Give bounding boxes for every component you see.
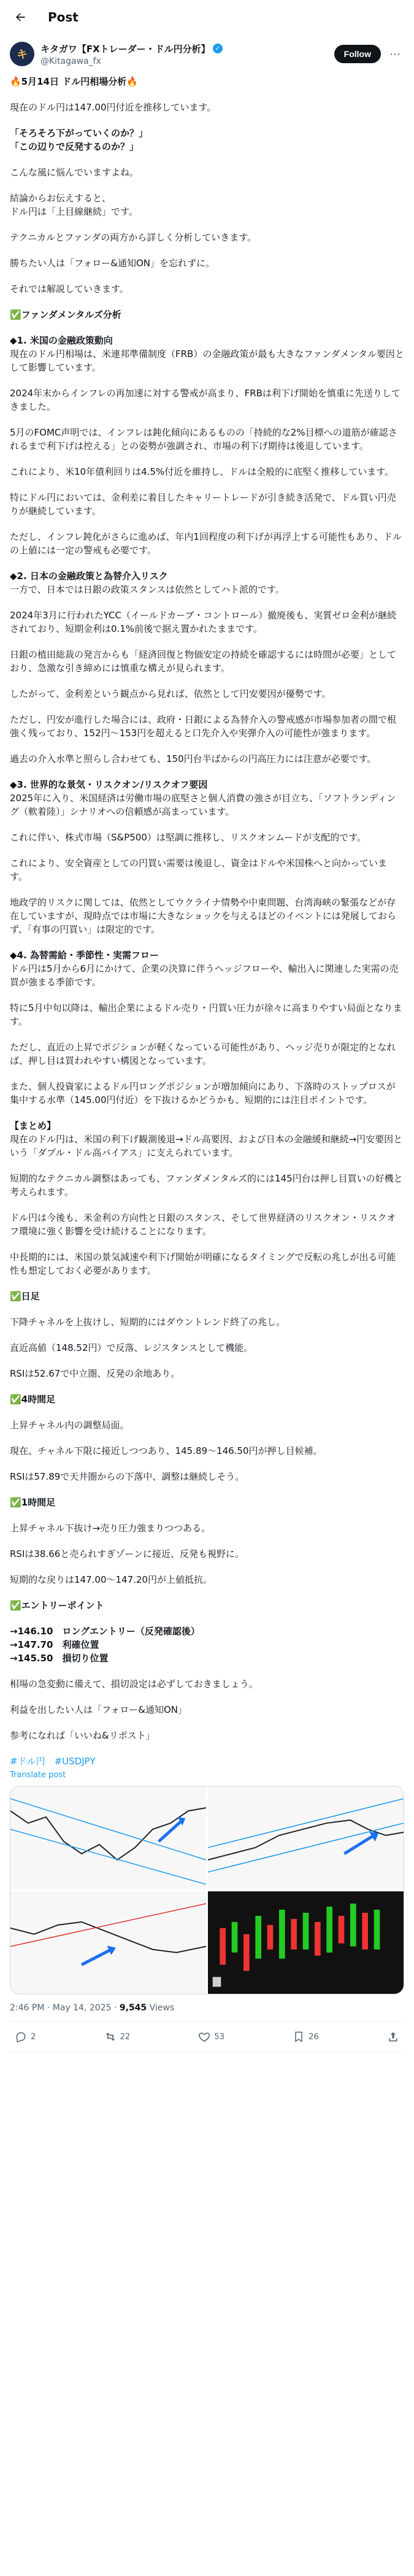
fund-2-heading: ◆2. 日本の金融政策と為替介入リスク	[10, 571, 168, 582]
fund-2-para: 一方で、日本では日銀の政策スタンスは依然としてハト派的です。	[10, 584, 285, 595]
h1-para: RSIは38.66と売られすぎゾーンに接近、反発も視野に。	[10, 1548, 245, 1559]
bookmark-button[interactable]	[293, 2031, 319, 2043]
author-meta	[40, 42, 334, 66]
fund-3-heading: ◆3. 世界的な景気・リスクオン/リスクオフ要因	[10, 779, 208, 790]
action-bar	[10, 2022, 404, 2052]
h4-chart-image[interactable]	[208, 1786, 404, 1890]
summary-para: 現在のドル円は、米国の利下げ観測後退→ドル高要因、および日本の金融緩和継続→円安要因という「ダブル・ドル高バイアス」に支えられています。	[10, 1134, 403, 1158]
para-analysis: テクニカルとファンダの両方から詳しく分析していきます。	[10, 232, 257, 243]
reply-count: 2	[31, 2032, 36, 2042]
summary-para: 中長期的には、米国の景気減速や利下げ開始が明確になるタイミングで反転の兆しが出る可能性も想定しておく必要があります。	[10, 1251, 396, 1276]
para-conclusion: 結論からお伝えすると、 ドル円は「上目線継続」です。	[10, 193, 138, 217]
repost-icon	[104, 2031, 117, 2043]
summary-para: ドル円は今後も、米金利の方向性と日銀のスタンス、そして世界経済のリスクオン・リスクオフ環境に強く影響を受け続けることになります。	[10, 1212, 396, 1237]
top-bar	[0, 0, 414, 34]
like-count: 53	[214, 2032, 224, 2042]
fund-3-para: 地政学的リスクに関しては、依然としてウクライナ情勢や中東問題、台湾海峡の緊張などが存在していますが、現時点では市場に大きなショックを与えるほどのイベントには発展しておらず、「有事の円買い」は限定的です。	[10, 897, 396, 935]
h1-chart-image[interactable]	[10, 1891, 206, 1994]
closing-para: 利益を出したい人は「フォロー&通知ON」	[10, 1704, 187, 1715]
h4-heading: ✅4時間足	[10, 1394, 56, 1405]
daily-chart-image[interactable]	[10, 1786, 206, 1890]
fund-4-heading: ◆4. 為替需給・季節性・実需フロー	[10, 950, 159, 961]
repost-button[interactable]	[104, 2031, 131, 2043]
share-icon	[387, 2031, 399, 2043]
h1-para: 上昇チャネル下抜け→売り圧力強まりつつある。	[10, 1523, 211, 1534]
reply-button[interactable]	[15, 2031, 36, 2043]
timestamp-row	[10, 1994, 404, 2022]
like-button[interactable]	[198, 2031, 224, 2043]
video-chart-image[interactable]	[208, 1891, 404, 1994]
h1-para: 短期的な戻りは147.00〜147.20円が上値抵抗。	[10, 1574, 212, 1585]
fund-3-para: これに伴い、株式市場（S&P500）は堅調に推移し、リスクオンムードが支配的です。	[10, 832, 367, 843]
verified-badge-icon: ✓	[213, 44, 223, 53]
daily-para: 直近高値（148.52円）で反落、レジスタンスとして機能。	[10, 1342, 253, 1353]
h1-heading: ✅1時間足	[10, 1497, 56, 1508]
fund-3-para: 2025年に入り、米国経済は労働市場の底堅さと個人消費の強さが目立ち、「ソフトランディング（軟着陸）」シナリオへの信頼感が高まっています。	[10, 793, 396, 817]
fund-1-para: ただし、インフレ鈍化がさらに進めば、年内1回程度の利下げが再浮上する可能性もあり、ドルの上値には一定の警戒も必要です。	[10, 531, 402, 556]
post-body	[0, 69, 414, 2052]
post-title: 🔥5月14日 ドル円相場分析🔥	[10, 76, 138, 87]
media-grid	[10, 1786, 404, 1994]
author-name-row[interactable]	[40, 42, 334, 55]
h4-para: RSIは57.89で天井圏からの下落中、調整は継続しそう。	[10, 1471, 245, 1482]
bookmark-count: 26	[309, 2032, 319, 2042]
fund-2-para: 過去の介入水準と照らし合わせても、150円台半ばからの円高圧力には注意が必要です。	[10, 753, 377, 764]
avatar[interactable]: キ	[10, 42, 34, 66]
share-button[interactable]	[387, 2031, 399, 2043]
daily-para: RSIは52.67で中立圏、反発の余地あり。	[10, 1368, 180, 1379]
follow-button[interactable]: Follow	[334, 45, 381, 63]
para-start: それでは解説していきます。	[10, 283, 129, 294]
closing-para: 参考になれば「いいね&リポスト」	[10, 1730, 155, 1741]
author-handle[interactable]: @Kitagawa_fx	[40, 56, 101, 66]
fund-4-para: ドル円は5月から6月にかけて、企業の決算に伴うヘッジフローや、輸出入に関連した実需の売買が強まる季節です。	[10, 963, 399, 988]
fund-1-para: 特にドル円においては、金利差に着目したキャリートレードが引き続き活発で、ドル買い円売りが継続しています。	[10, 492, 396, 517]
summary-para: 短期的なテクニカル調整はあっても、ファンダメンタルズ的には145円台は押し目買いの好機と考えられます。	[10, 1173, 403, 1198]
more-options-icon[interactable]: ⋯	[389, 47, 401, 61]
fund-1-heading: ◆1. 米国の金融政策動向	[10, 335, 113, 346]
fund-2-para: 2024年3月に行われたYCC（イールドカーブ・コントロール）撤廃後も、実質ゼロ金利が継続されており、短期金利は0.1%前後で据え置かれたままです。	[10, 610, 397, 634]
repost-count: 22	[120, 2032, 131, 2042]
translate-post-link[interactable]: Translate post	[10, 1771, 66, 1780]
closing-para: 相場の急変動に備えて、損切設定は必ずしておきましょう。	[10, 1678, 258, 1690]
bookmark-icon	[293, 2031, 305, 2043]
entry-point: →146.10 ロングエントリー（反発確認後）	[10, 1626, 200, 1637]
views-count: 9,545	[119, 2003, 147, 2013]
back-arrow-icon[interactable]	[10, 7, 31, 28]
fund-2-para: ただし、円安が進行した場合には、政府・日銀による為替介入の警戒感が市場参加者の間で根強く残っており、152円〜153円を超えると口先介入や実弾介入の可能性が強まります。	[10, 714, 397, 739]
entry-point: →145.50 損切り位置	[10, 1653, 109, 1664]
fund-1-para: 現在のドル円相場は、米連邦準備制度（FRB）の金融政策が最も大きなファンダメンタル要因として影響しています。	[10, 348, 404, 373]
heart-icon	[198, 2031, 210, 2043]
entry-heading: ✅エントリーポイント	[10, 1600, 104, 1611]
fund-4-para: ただし、直近の上昇でポジションが軽くなっている可能性があり、ヘッジ売りが限定的となれば、押し目は買われやすい構図となっています。	[10, 1042, 396, 1066]
views-label: Views	[147, 2003, 175, 2013]
fund-1-para: これにより、米10年債利回りは4.5%付近を維持し、ドルは全般的に底堅く推移しています。	[10, 466, 394, 477]
fund-3-para: これにより、安全資産としての円買い需要は後退し、資金はドルや米国株へと向かっています。	[10, 858, 388, 882]
para-question: 「そろそろ下がっていくのか？」 「この辺りで反発するのか？」	[10, 128, 148, 152]
fund-1-para: 5月のFOMC声明では、インフレは鈍化傾向にあるものの「持続的な2%目標への道筋が確認されるまで利下げは控える」との姿勢が強調され、市場の利下げ期待は後退しています。	[10, 427, 397, 452]
h4-para: 上昇チャネル内の調整局面。	[10, 1420, 129, 1431]
summary-heading: 【まとめ】	[10, 1120, 56, 1131]
fund-1-para: 2024年末からインフレの再加速に対する警戒が高まり、FRBは利下げ開始を慎重に先送りしてきました。	[10, 388, 401, 412]
daily-para: 下降チャネルを上抜けし、短期的にはダウントレンド終了の兆し。	[10, 1317, 286, 1328]
fund-2-para: したがって、金利差という観点から見れば、依然として円安要因が優勢です。	[10, 688, 331, 699]
author-name[interactable]: キタガワ【FXトレーダー・ドル円分析】	[40, 43, 210, 55]
post-time[interactable]: 2:46 PM · May 14, 2025 ·	[10, 2003, 120, 2013]
para-follow: 勝ちたい人は「フォロー&通知ON」を忘れずに。	[10, 258, 215, 269]
fund-4-para: また、個人投資家によるドル円ロングポジションが増加傾向にあり、下落時のストップロスが集中する水準（145.00円付近）を下抜けるかどうかも、短期的には注目ポイントです。	[10, 1081, 396, 1105]
page-title: Post	[48, 10, 79, 25]
para-worry: こんな風に悩んでいますよね。	[10, 167, 139, 178]
reply-icon	[15, 2031, 27, 2043]
author-row	[0, 34, 414, 69]
h4-para: 現在、チャネル下限に接近しつつあり、145.89〜146.50円が押し目候補。	[10, 1445, 323, 1456]
fund-4-para: 特に5月中旬以降は、輸出企業によるドル売り・円買い圧力が徐々に高まりやすい局面となります。	[10, 1002, 402, 1027]
fund-2-para: 日銀の植田総裁の発言からも「経済回復と物価安定の持続を確認するには時間が必要」としており、急激な引き締めには慎重な構えが見られます。	[10, 649, 397, 674]
hashtags[interactable]: #ドル円 #USDJPY	[10, 1756, 96, 1767]
daily-heading: ✅日足	[10, 1291, 40, 1302]
entry-point: →147.70 利確位置	[10, 1639, 99, 1650]
section-fundamentals: ✅ファンダメンタルズ分析	[10, 309, 121, 320]
para-current: 現在のドル円は147.00円付近を推移しています。	[10, 102, 217, 113]
